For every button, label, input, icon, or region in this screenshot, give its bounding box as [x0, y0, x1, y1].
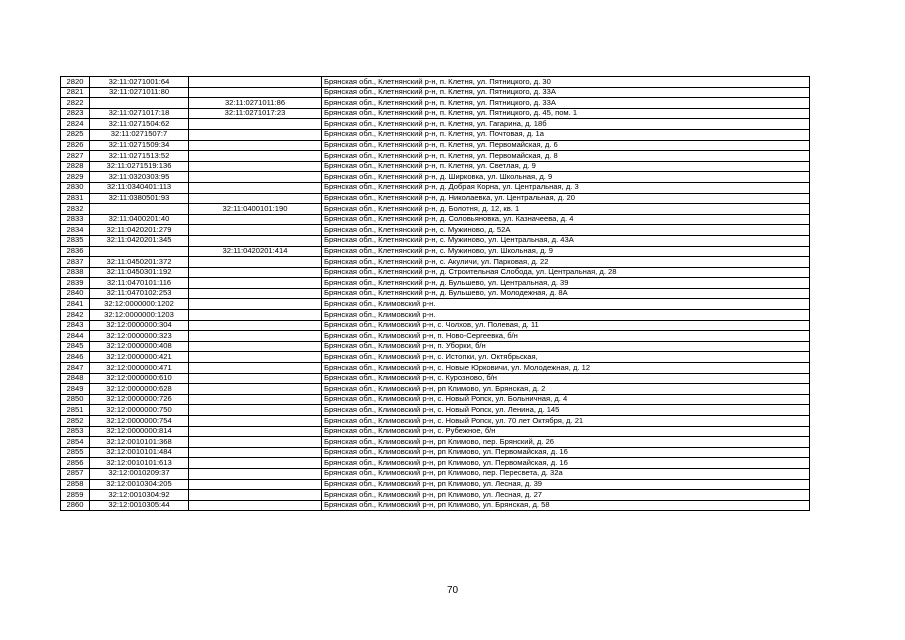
- address-cell: Брянская обл., Клетнянский р-н, д. Добрая Корна, ул. Центральная, д. 3: [322, 182, 810, 193]
- previous-number-cell: [189, 77, 322, 88]
- row-number-cell: 2824: [61, 119, 90, 130]
- address-cell: Брянская обл., Климовский р-н, с. Новый Ропск, ул. Больничная, д. 4: [322, 394, 810, 405]
- address-cell: Брянская обл., Климовский р-н, с. Курозново, б/н: [322, 373, 810, 384]
- table-row: [61, 363, 810, 374]
- row-number-cell: 2831: [61, 193, 90, 204]
- previous-number-cell: [189, 405, 322, 416]
- row-number-cell: 2830: [61, 182, 90, 193]
- previous-number-cell: [189, 87, 322, 98]
- address-cell: Брянская обл., Клетнянский р-н, с. Акуличи, ул. Парковая, д. 22: [322, 257, 810, 268]
- address-cell: Брянская обл., Климовский р-н.: [322, 299, 810, 310]
- page-number: 70: [446, 585, 459, 596]
- table-row: [61, 129, 810, 140]
- cadastral-number-cell: 32:11:0271017:18: [90, 108, 189, 119]
- row-number-cell: 2838: [61, 267, 90, 278]
- previous-number-cell: [189, 500, 322, 511]
- address-cell: Брянская обл., Клетнянский р-н, д. Строительная Слобода, ул. Центральная, д. 28: [322, 267, 810, 278]
- row-number-cell: 2843: [61, 320, 90, 331]
- previous-number-cell: [189, 214, 322, 225]
- row-number-cell: 2839: [61, 278, 90, 289]
- table-row: [61, 437, 810, 448]
- address-cell: Брянская обл., Клетнянский р-н, п. Клетня, ул. Пятницкого, д. 33А: [322, 98, 810, 109]
- row-number-cell: 2860: [61, 500, 90, 511]
- address-cell: Брянская обл., Климовский р-н, рп Климово, пер. Пересвета, д. 32а: [322, 468, 810, 479]
- cadastral-number-cell: 32:12:0010209:37: [90, 468, 189, 479]
- address-cell: Брянская обл., Климовский р-н, рп Климово, ул. Брянская, д. 58: [322, 500, 810, 511]
- table-row: [61, 172, 810, 183]
- table-row: [61, 214, 810, 225]
- row-number-cell: 2844: [61, 331, 90, 342]
- cadastral-number-cell: 32:12:0000000:750: [90, 405, 189, 416]
- address-cell: Брянская обл., Клетнянский р-н, п. Клетня, ул. Пятницкого, д. 30: [322, 77, 810, 88]
- cadastral-number-cell: 32:11:0380501:93: [90, 193, 189, 204]
- row-number-cell: 2820: [61, 77, 90, 88]
- previous-number-cell: [189, 193, 322, 204]
- cadastral-number-cell: 32:11:0271001:64: [90, 77, 189, 88]
- row-number-cell: 2837: [61, 257, 90, 268]
- previous-number-cell: [189, 235, 322, 246]
- cadastral-number-cell: 32:11:0470101:116: [90, 278, 189, 289]
- previous-number-cell: [189, 320, 322, 331]
- table-row: [61, 182, 810, 193]
- table-row: [61, 416, 810, 427]
- address-cell: Брянская обл., Клетнянский р-н, п. Клетня, ул. Светлая, д. 9: [322, 161, 810, 172]
- previous-number-cell: [189, 182, 322, 193]
- table-row: [61, 479, 810, 490]
- previous-number-cell: [189, 172, 322, 183]
- table-row: [61, 490, 810, 501]
- registry-table: [60, 76, 810, 511]
- cadastral-number-cell: 32:12:0000000:628: [90, 384, 189, 395]
- previous-number-cell: [189, 416, 322, 427]
- row-number-cell: 2851: [61, 405, 90, 416]
- previous-number-cell: [189, 129, 322, 140]
- previous-number-cell: [189, 331, 322, 342]
- cadastral-number-cell: 32:11:0340401:113: [90, 182, 189, 193]
- address-cell: Брянская обл., Климовский р-н, с. Новые Юрковичи, ул. Молодежная, д. 12: [322, 363, 810, 374]
- cadastral-number-cell: 32:11:0271509:34: [90, 140, 189, 151]
- cadastral-number-cell: 32:11:0271507:7: [90, 129, 189, 140]
- address-cell: Брянская обл., Климовский р-н, с. Истопки, ул. Октябрьская,: [322, 352, 810, 363]
- table-row: [61, 140, 810, 151]
- cadastral-number-cell: 32:12:0010101:484: [90, 447, 189, 458]
- address-cell: Брянская обл., Клетнянский р-н, с. Мужиново, ул. Школьная, д. 9: [322, 246, 810, 257]
- address-cell: Брянская обл., Климовский р-н, рп Климово, ул. Брянская, д. 2: [322, 384, 810, 395]
- previous-number-cell: [189, 384, 322, 395]
- row-number-cell: 2829: [61, 172, 90, 183]
- address-cell: Брянская обл., Климовский р-н, с. Чолхов, ул. Полевая, д. 11: [322, 320, 810, 331]
- cadastral-number-cell: 32:11:0420201:345: [90, 235, 189, 246]
- table-row: [61, 310, 810, 321]
- cadastral-number-cell: 32:11:0271504:62: [90, 119, 189, 130]
- table-row: [61, 405, 810, 416]
- previous-number-cell: [189, 394, 322, 405]
- cadastral-number-cell: 32:11:0420201:279: [90, 225, 189, 236]
- row-number-cell: 2827: [61, 151, 90, 162]
- table-row: [61, 373, 810, 384]
- cadastral-number-cell: 32:12:0000000:1202: [90, 299, 189, 310]
- row-number-cell: 2857: [61, 468, 90, 479]
- address-cell: Брянская обл., Клетнянский р-н, п. Клетня, ул. Пятницкого, д. 45, пом. 1: [322, 108, 810, 119]
- table-row: [61, 87, 810, 98]
- table-row: [61, 288, 810, 299]
- table-row: [61, 320, 810, 331]
- address-cell: Брянская обл., Клетнянский р-н, с. Мужиново, ул. Центральная, д. 43А: [322, 235, 810, 246]
- previous-number-cell: [189, 278, 322, 289]
- table-row: [61, 384, 810, 395]
- address-cell: Брянская обл., Климовский р-н, п. Уборки, б/н: [322, 341, 810, 352]
- address-cell: Брянская обл., Клетнянский р-н, п. Клетня, ул. Первомайская, д. 6: [322, 140, 810, 151]
- cadastral-number-cell: 32:12:0010101:368: [90, 437, 189, 448]
- address-cell: Брянская обл., Клетнянский р-н, п. Клетня, ул. Первомайская, д. 8: [322, 151, 810, 162]
- row-number-cell: 2846: [61, 352, 90, 363]
- cadastral-number-cell: 32:12:0000000:471: [90, 363, 189, 374]
- cadastral-number-cell: 32:11:0320303:95: [90, 172, 189, 183]
- cadastral-number-cell: 32:11:0271519:136: [90, 161, 189, 172]
- previous-number-cell: [189, 426, 322, 437]
- row-number-cell: 2834: [61, 225, 90, 236]
- table-row: [61, 204, 810, 215]
- address-cell: Брянская обл., Клетнянский р-н, п. Клетня, ул. Пятницкого, д. 33А: [322, 87, 810, 98]
- cadastral-number-cell: 32:12:0010304:205: [90, 479, 189, 490]
- row-number-cell: 2856: [61, 458, 90, 469]
- table-row: [61, 77, 810, 88]
- table-row: [61, 278, 810, 289]
- table-row: [61, 299, 810, 310]
- row-number-cell: 2852: [61, 416, 90, 427]
- cadastral-number-cell: 32:12:0000000:421: [90, 352, 189, 363]
- table-row: [61, 108, 810, 119]
- table-row: [61, 235, 810, 246]
- address-cell: Брянская обл., Клетнянский р-н, д. Соловьяновка, ул. Казначеева, д. 4: [322, 214, 810, 225]
- row-number-cell: 2832: [61, 204, 90, 215]
- cadastral-number-cell: 32:12:0000000:304: [90, 320, 189, 331]
- row-number-cell: 2845: [61, 341, 90, 352]
- table-row: [61, 119, 810, 130]
- row-number-cell: 2840: [61, 288, 90, 299]
- address-cell: Брянская обл., Климовский р-н.: [322, 310, 810, 321]
- row-number-cell: 2853: [61, 426, 90, 437]
- previous-number-cell: [189, 490, 322, 501]
- previous-number-cell: 32:11:0400101:190: [189, 204, 322, 215]
- previous-number-cell: [189, 161, 322, 172]
- row-number-cell: 2821: [61, 87, 90, 98]
- registry-table-body: [61, 77, 810, 511]
- previous-number-cell: [189, 468, 322, 479]
- row-number-cell: 2826: [61, 140, 90, 151]
- cadastral-number-cell: 32:12:0000000:1203: [90, 310, 189, 321]
- previous-number-cell: [189, 225, 322, 236]
- address-cell: Брянская обл., Климовский р-н, рп Климово, ул. Первомайская, д. 16: [322, 458, 810, 469]
- table-row: [61, 257, 810, 268]
- table-row: [61, 267, 810, 278]
- address-cell: Брянская обл., Клетнянский р-н, с. Мужиново, д. 52А: [322, 225, 810, 236]
- row-number-cell: 2842: [61, 310, 90, 321]
- table-row: [61, 98, 810, 109]
- cadastral-number-cell: 32:11:0470102:253: [90, 288, 189, 299]
- cadastral-number-cell: 32:11:0450301:192: [90, 267, 189, 278]
- table-row: [61, 394, 810, 405]
- previous-number-cell: [189, 288, 322, 299]
- address-cell: Брянская обл., Клетнянский р-н, д. Болотня, д. 12, кв. 1: [322, 204, 810, 215]
- table-row: [61, 426, 810, 437]
- cadastral-number-cell: 32:12:0000000:726: [90, 394, 189, 405]
- table-row: [61, 500, 810, 511]
- row-number-cell: 2835: [61, 235, 90, 246]
- table-row: [61, 225, 810, 236]
- previous-number-cell: 32:11:0271017:23: [189, 108, 322, 119]
- table-row: [61, 458, 810, 469]
- table-row: [61, 331, 810, 342]
- cadastral-number-cell: [90, 204, 189, 215]
- cadastral-number-cell: 32:11:0450201:372: [90, 257, 189, 268]
- row-number-cell: 2841: [61, 299, 90, 310]
- previous-number-cell: [189, 352, 322, 363]
- row-number-cell: 2825: [61, 129, 90, 140]
- cadastral-number-cell: 32:12:0010101:613: [90, 458, 189, 469]
- row-number-cell: 2855: [61, 447, 90, 458]
- row-number-cell: 2828: [61, 161, 90, 172]
- address-cell: Брянская обл., Климовский р-н, рп Климово, пер. Брянский, д. 26: [322, 437, 810, 448]
- row-number-cell: 2849: [61, 384, 90, 395]
- table-row: [61, 341, 810, 352]
- address-cell: Брянская обл., Клетнянский р-н, п. Клетня, ул. Гагарина, д. 18б: [322, 119, 810, 130]
- table-row: [61, 151, 810, 162]
- previous-number-cell: [189, 299, 322, 310]
- previous-number-cell: [189, 479, 322, 490]
- row-number-cell: 2850: [61, 394, 90, 405]
- address-cell: Брянская обл., Климовский р-н, с. Новый Ропск, ул. 70 лет Октября, д. 21: [322, 416, 810, 427]
- cadastral-number-cell: 32:11:0400201:40: [90, 214, 189, 225]
- table-row: [61, 447, 810, 458]
- previous-number-cell: [189, 310, 322, 321]
- row-number-cell: 2822: [61, 98, 90, 109]
- table-row: [61, 193, 810, 204]
- previous-number-cell: [189, 151, 322, 162]
- address-cell: Брянская обл., Климовский р-н, рп Климово, ул. Лесная, д. 39: [322, 479, 810, 490]
- cadastral-number-cell: 32:12:0000000:754: [90, 416, 189, 427]
- row-number-cell: 2847: [61, 363, 90, 374]
- row-number-cell: 2848: [61, 373, 90, 384]
- previous-number-cell: [189, 437, 322, 448]
- address-cell: Брянская обл., Клетнянский р-н, д. Ширковка, ул. Школьная, д. 9: [322, 172, 810, 183]
- row-number-cell: 2854: [61, 437, 90, 448]
- cadastral-number-cell: 32:11:0271513:52: [90, 151, 189, 162]
- previous-number-cell: [189, 341, 322, 352]
- address-cell: Брянская обл., Клетнянский р-н, д. Бульшево, ул. Центральная, д. 39: [322, 278, 810, 289]
- previous-number-cell: [189, 447, 322, 458]
- cadastral-number-cell: [90, 246, 189, 257]
- address-cell: Брянская обл., Климовский р-н, с. Новый Ропск, ул. Ленина, д. 145: [322, 405, 810, 416]
- previous-number-cell: [189, 373, 322, 384]
- previous-number-cell: [189, 119, 322, 130]
- row-number-cell: 2859: [61, 490, 90, 501]
- cadastral-number-cell: 32:12:0000000:610: [90, 373, 189, 384]
- previous-number-cell: [189, 458, 322, 469]
- address-cell: Брянская обл., Клетнянский р-н, п. Клетня, ул. Почтовая, д. 1а: [322, 129, 810, 140]
- table-row: [61, 468, 810, 479]
- address-cell: Брянская обл., Клетнянский р-н, д. Николаевка, ул. Центральная, д. 20: [322, 193, 810, 204]
- cadastral-number-cell: 32:12:0000000:323: [90, 331, 189, 342]
- table-row: [61, 246, 810, 257]
- cadastral-number-cell: 32:12:0000000:814: [90, 426, 189, 437]
- previous-number-cell: 32:11:0271011:86: [189, 98, 322, 109]
- previous-number-cell: [189, 363, 322, 374]
- address-cell: Брянская обл., Климовский р-н, рп Климово, ул. Первомайская, д. 16: [322, 447, 810, 458]
- address-cell: Брянская обл., Климовский р-н, п. Ново-Сергеевка, б/н: [322, 331, 810, 342]
- cadastral-number-cell: 32:12:0010304:92: [90, 490, 189, 501]
- previous-number-cell: [189, 140, 322, 151]
- row-number-cell: 2836: [61, 246, 90, 257]
- cadastral-number-cell: 32:11:0271011:80: [90, 87, 189, 98]
- cadastral-number-cell: 32:12:0010305:44: [90, 500, 189, 511]
- previous-number-cell: [189, 267, 322, 278]
- address-cell: Брянская обл., Климовский р-н, рп Климово, ул. Лесная, д. 27: [322, 490, 810, 501]
- cadastral-number-cell: [90, 98, 189, 109]
- table-row: [61, 161, 810, 172]
- previous-number-cell: 32:11:0420201:414: [189, 246, 322, 257]
- address-cell: Брянская обл., Климовский р-н, с. Рубежное, б/н: [322, 426, 810, 437]
- row-number-cell: 2823: [61, 108, 90, 119]
- table-row: [61, 352, 810, 363]
- row-number-cell: 2833: [61, 214, 90, 225]
- row-number-cell: 2858: [61, 479, 90, 490]
- address-cell: Брянская обл., Клетнянский р-н, д. Бульшево, ул. Молодежная, д. 8А: [322, 288, 810, 299]
- cadastral-number-cell: 32:12:0000000:408: [90, 341, 189, 352]
- previous-number-cell: [189, 257, 322, 268]
